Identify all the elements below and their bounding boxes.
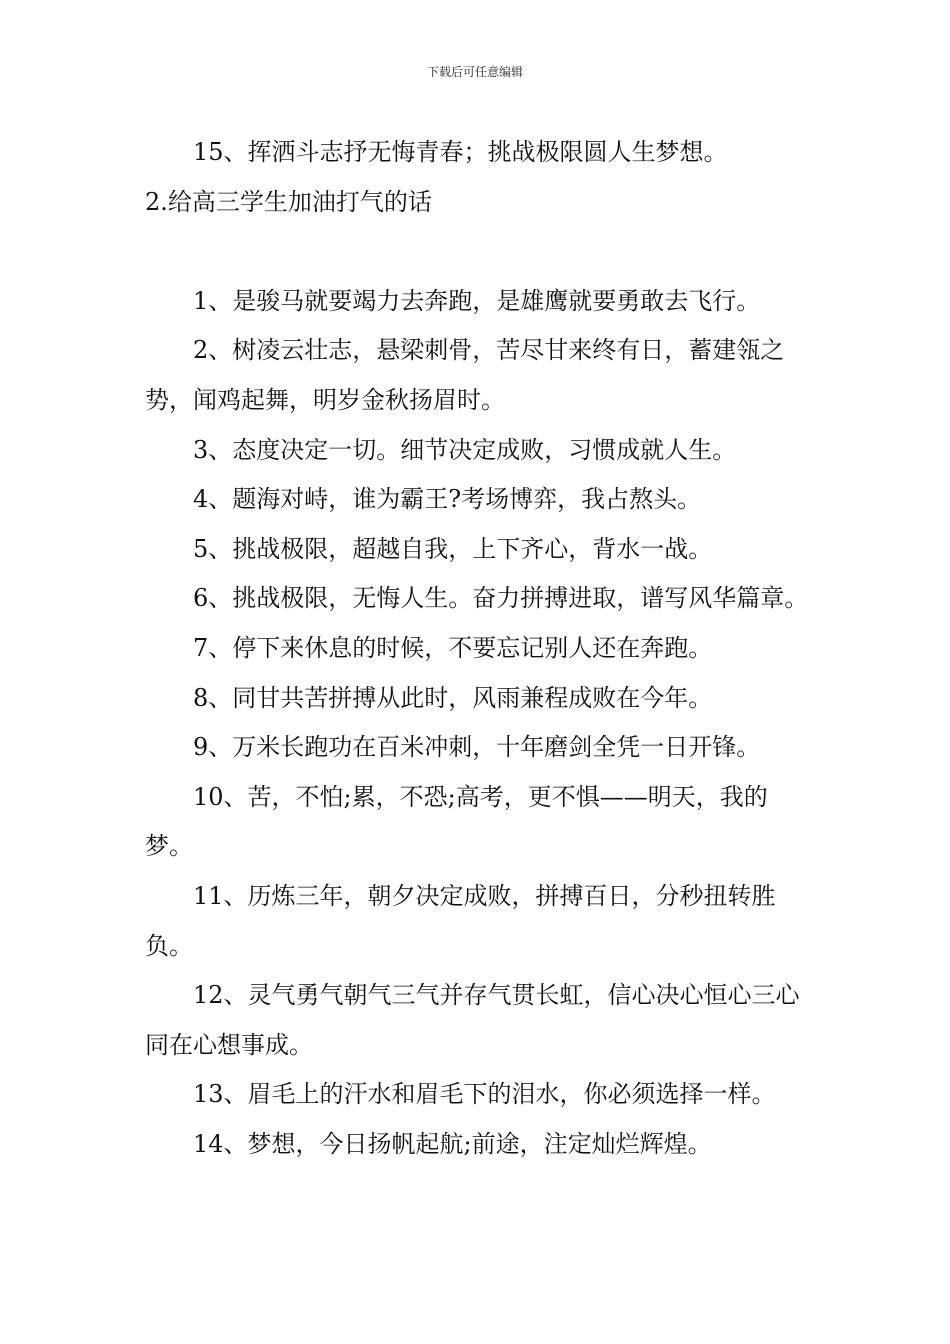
paragraph-8: 8、同甘共苦拼搏从此时，风雨兼程成败在今年。 — [193, 683, 713, 712]
paragraph-4: 4、题海对峙，谁为霸王?考场博弈，我占熬头。 — [193, 485, 702, 514]
paragraph-6: 6、挑战极限，无悔人生。奋力拼搏进取，谱写风华篇章。 — [193, 584, 809, 613]
paragraph-14: 14、梦想，今日扬帆起航;前途，注定灿烂辉煌。 — [193, 1129, 712, 1158]
paragraph-5: 5、挑战极限，超越自我，上下齐心，背水一战。 — [193, 534, 713, 563]
blank-line — [145, 227, 810, 277]
paragraph-1: 1、是骏马就要竭力去奔跑，是雄鹰就要勇敢去飞行。 — [193, 286, 761, 315]
paragraph-9: 9、万米长跑功在百米冲刺，十年磨剑全凭一日开锋。 — [193, 733, 761, 762]
paragraph-11: 11、历炼三年，朝夕决定成败，拼搏百日，分秒扭转胜负。 — [145, 881, 776, 960]
paragraph-7: 7、停下来休息的时候，不要忘记别人还在奔跑。 — [193, 633, 713, 662]
paragraph-10: 10、苦，不怕;累，不恐;高考，更不惧——明天，我的梦。 — [145, 782, 768, 861]
paragraph-2: 2、树凌云壮志，悬梁刺骨，苦尽甘来终有日，蓄建瓴之势，闻鸡起舞，明岁金秋扬眉时。 — [145, 336, 785, 414]
paragraph-13: 13、眉毛上的汗水和眉毛下的泪水，你必须选择一样。 — [193, 1080, 776, 1109]
paragraph-3: 3、态度决定一切。细节决定成败，习惯成就人生。 — [193, 435, 737, 464]
page-header: 下载后可任意编辑 — [426, 65, 523, 79]
paragraph-15: 15、挥洒斗志抒无悔青春；挑战极限圆人生梦想。 — [193, 138, 728, 166]
document-body — [145, 128, 810, 1169]
paragraph-12: 12、灵气勇气朝气三气并存气贯长虹，信心决心恒心三心同在心想事成。 — [145, 981, 800, 1059]
section-heading: 2.给高三学生加油打气的话 — [145, 187, 432, 216]
